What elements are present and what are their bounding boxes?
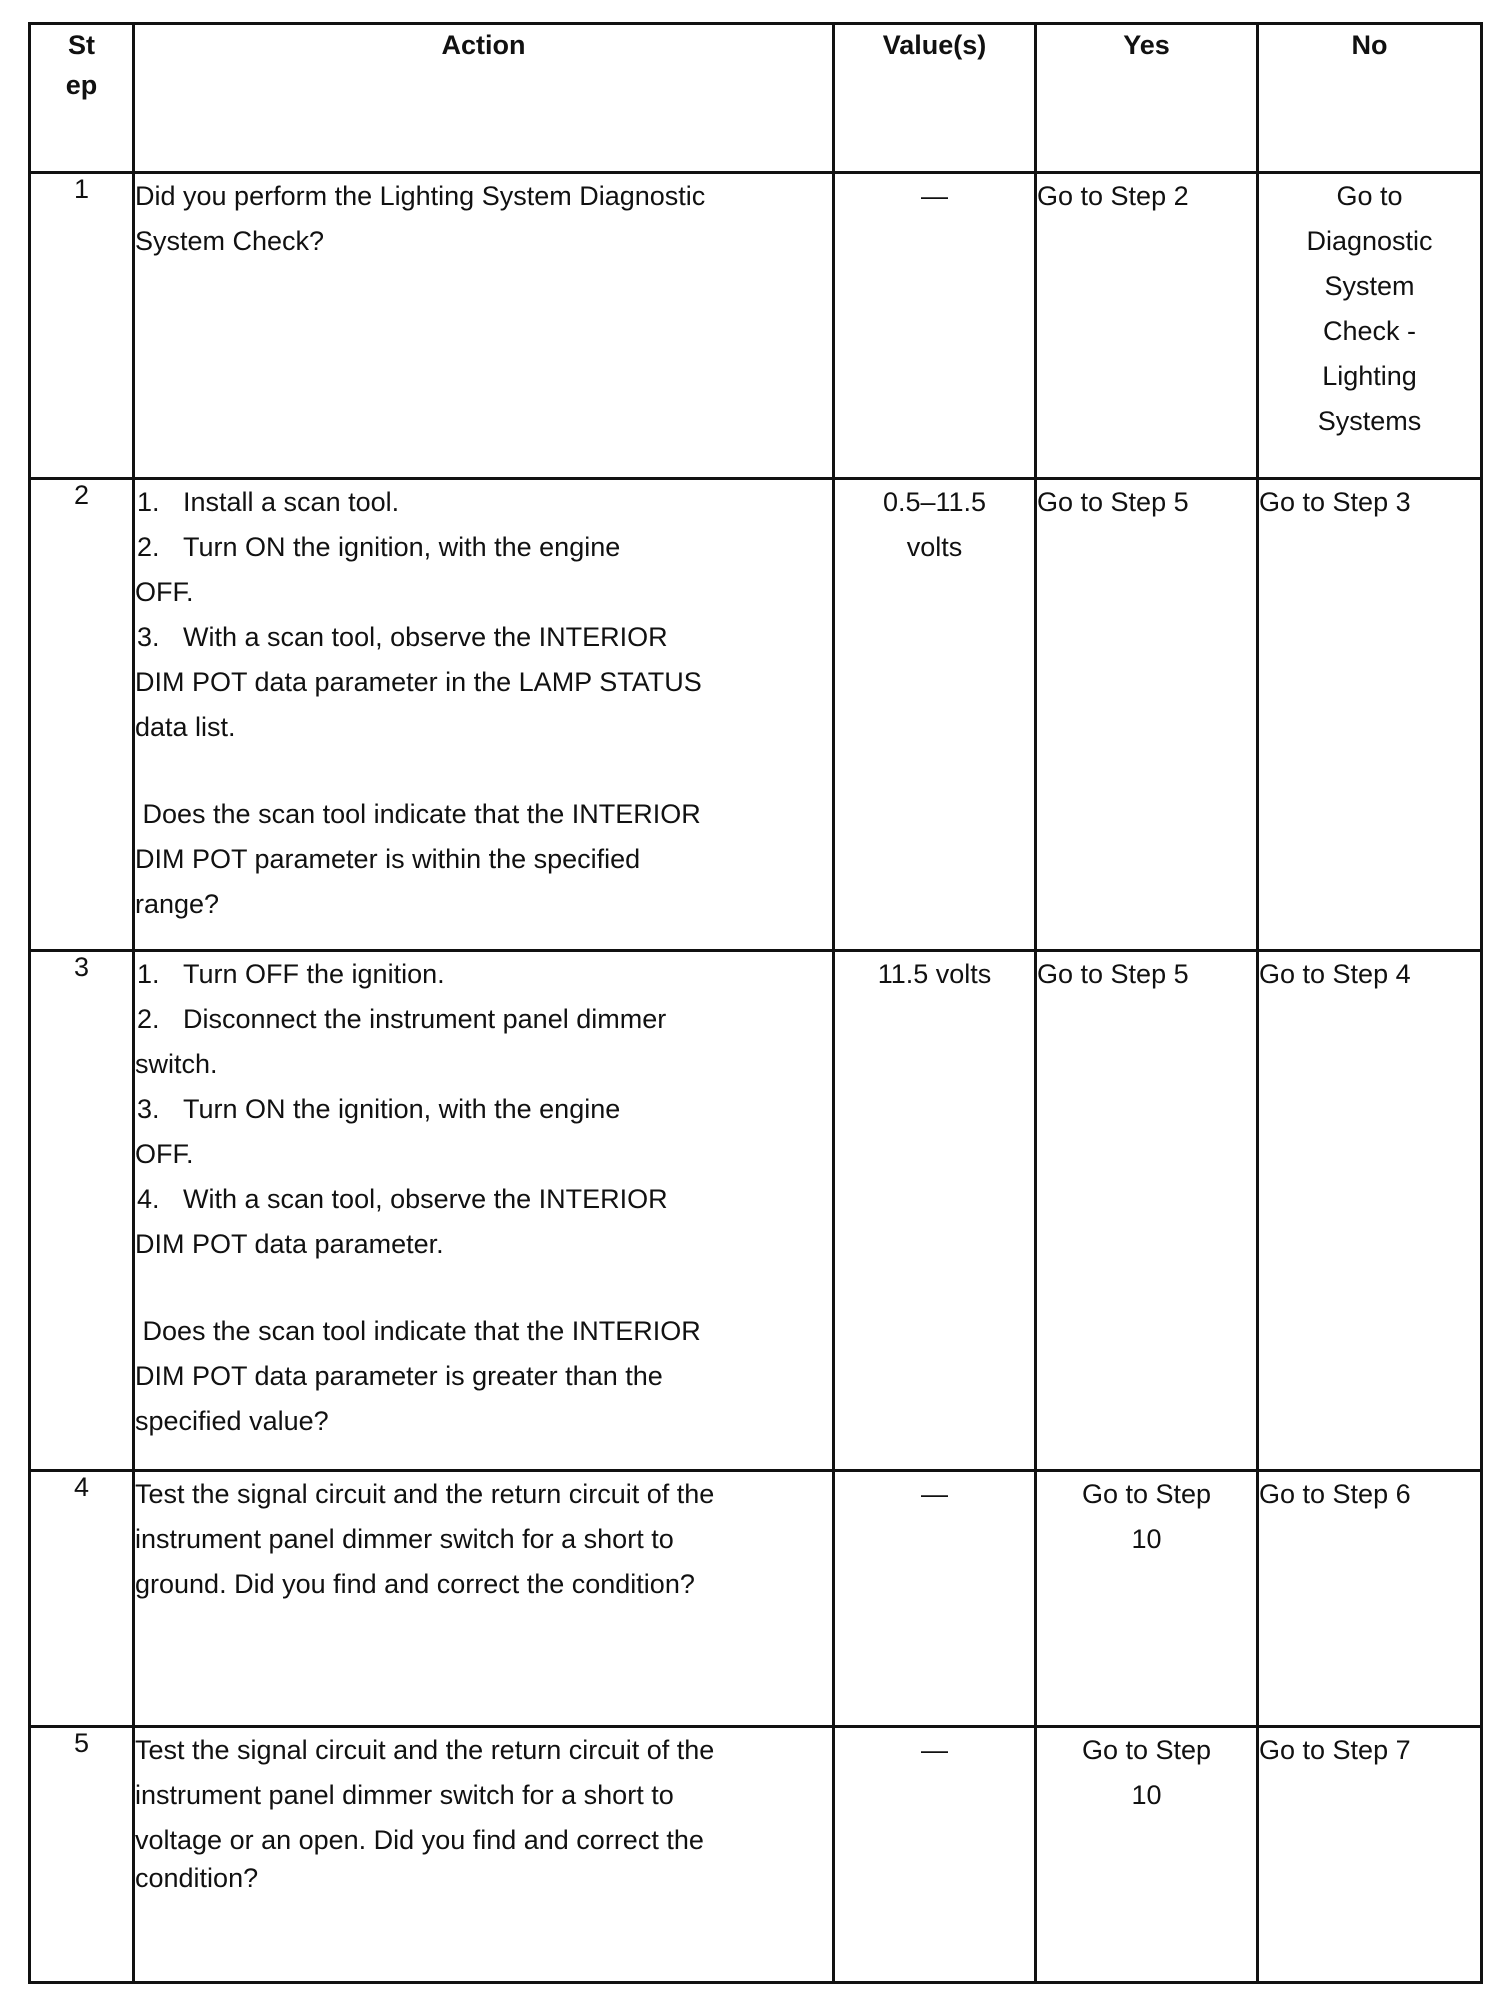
action-cell [134, 479, 834, 951]
value-cell [834, 479, 1036, 951]
action-line: condition? [135, 1863, 259, 1893]
step-number: 1 [30, 173, 134, 479]
no-cell: Go to Step 4 [1258, 951, 1482, 1471]
action-item [135, 525, 832, 570]
table-row-step-1 [30, 173, 1482, 479]
value-cell: 11.5 volts [834, 951, 1036, 1471]
value-line: 0.5–11.5 [882, 487, 987, 517]
yes-line: Go to Step [1081, 1479, 1212, 1509]
action-line: voltage or an open. Did you find and correct the [135, 1825, 704, 1855]
table-row-step-4 [30, 1471, 1482, 1727]
action-line: System Check? [135, 226, 325, 256]
value-cell: — [834, 1727, 1036, 1983]
action-item-continued: DIM POT data parameter. [135, 1229, 444, 1259]
header-values: Value(s) [834, 24, 1036, 173]
action-cell [134, 1727, 834, 1983]
question-line: DIM POT data parameter is greater than the [135, 1361, 663, 1391]
yes-cell: Go to Step 5 [1036, 951, 1258, 1471]
action-item [135, 997, 832, 1042]
yes-line: 10 [1131, 1524, 1162, 1554]
table-row-step-2 [30, 479, 1482, 951]
action-cell [134, 173, 834, 479]
item-text: With a scan tool, observe the INTERIOR [183, 1184, 668, 1214]
action-item [135, 615, 832, 660]
yes-cell [1036, 1727, 1258, 1983]
header-row [30, 24, 1482, 173]
yes-line: Go to Step [1081, 1735, 1212, 1765]
step-number: 5 [30, 1727, 134, 1983]
item-text: With a scan tool, observe the INTERIOR [183, 622, 668, 652]
yes-cell: Go to Step 2 [1036, 173, 1258, 479]
action-line: instrument panel dimmer switch for a short to [135, 1780, 674, 1810]
action-line: Did you perform the Lighting System Diagnostic [135, 181, 706, 211]
action-line: Test the signal circuit and the return circuit of the [135, 1735, 715, 1765]
item-number: 3. [137, 622, 160, 652]
question-line: Does the scan tool indicate that the INTERIOR [135, 799, 701, 829]
no-cell: Go to Step 7 [1258, 1727, 1482, 1983]
action-line: ground. Did you find and correct the condition? [135, 1569, 695, 1599]
action-cell [134, 1471, 834, 1727]
question-line: Does the scan tool indicate that the INTERIOR [135, 1316, 701, 1346]
item-number: 1. [137, 959, 160, 989]
no-line: Lighting [1322, 361, 1417, 391]
action-item-continued: switch. [135, 1049, 218, 1079]
item-text: Disconnect the instrument panel dimmer [183, 1004, 667, 1034]
action-line: Test the signal circuit and the return circuit of the [135, 1479, 715, 1509]
value-line: volts [906, 532, 963, 562]
diagnostic-table [28, 22, 1483, 1984]
no-line: Check - [1322, 316, 1417, 346]
header-yes: Yes [1036, 24, 1258, 173]
yes-cell: Go to Step 5 [1036, 479, 1258, 951]
header-step [30, 24, 134, 173]
question-line: DIM POT parameter is within the specified [135, 844, 641, 874]
step-number: 2 [30, 479, 134, 951]
no-line: Go to [1336, 181, 1403, 211]
action-item-continued: data list. [135, 712, 236, 742]
item-text: Install a scan tool. [183, 487, 400, 517]
action-item [135, 480, 832, 525]
action-cell [134, 951, 834, 1471]
action-item [135, 952, 832, 997]
no-cell: Go to Step 6 [1258, 1471, 1482, 1727]
question-line: specified value? [135, 1406, 329, 1436]
action-item-continued: OFF. [135, 577, 194, 607]
item-text: Turn ON the ignition, with the engine [183, 532, 621, 562]
action-item-continued: OFF. [135, 1139, 194, 1169]
header-step-text: St ep [65, 30, 98, 100]
action-item [135, 1087, 832, 1132]
question-line: range? [135, 889, 220, 919]
item-number: 4. [137, 1184, 160, 1214]
no-cell: Go to Step 3 [1258, 479, 1482, 951]
item-number: 2. [137, 1004, 160, 1034]
no-line: Diagnostic [1306, 226, 1433, 256]
step-number: 3 [30, 951, 134, 1471]
action-item [135, 1177, 832, 1222]
no-cell [1258, 173, 1482, 479]
yes-line: 10 [1131, 1780, 1162, 1810]
item-number: 3. [137, 1094, 160, 1124]
table-row-step-5 [30, 1727, 1482, 1983]
header-action: Action [134, 24, 834, 173]
action-line: instrument panel dimmer switch for a short to [135, 1524, 674, 1554]
step-number: 4 [30, 1471, 134, 1727]
value-cell: — [834, 173, 1036, 479]
item-number: 2. [137, 532, 160, 562]
no-line: Systems [1317, 406, 1422, 436]
header-no: No [1258, 24, 1482, 173]
item-text: Turn OFF the ignition. [183, 959, 445, 989]
item-text: Turn ON the ignition, with the engine [183, 1094, 621, 1124]
yes-cell [1036, 1471, 1258, 1727]
no-line: System [1324, 271, 1415, 301]
value-cell: — [834, 1471, 1036, 1727]
item-number: 1. [137, 487, 160, 517]
table-row-step-3 [30, 951, 1482, 1471]
action-item-continued: DIM POT data parameter in the LAMP STATUS [135, 667, 702, 697]
